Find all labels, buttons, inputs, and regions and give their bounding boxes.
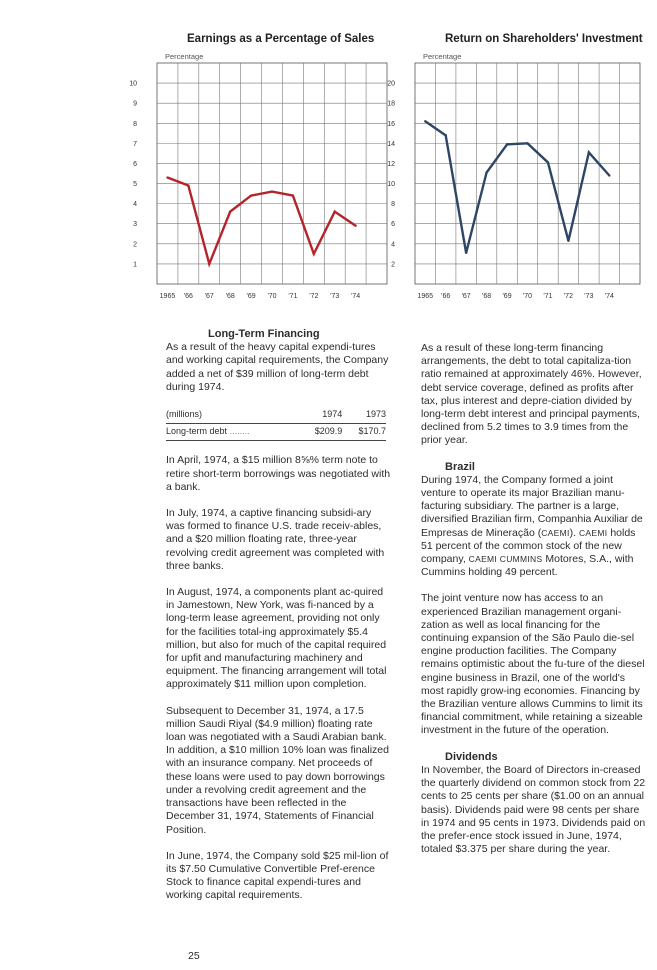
earnings-xtick-label: '71 [288, 293, 298, 300]
return-data-point [424, 120, 426, 122]
earnings-ytick-label: 4 [133, 201, 137, 209]
earnings-xtick-label: '66 [183, 293, 193, 300]
earnings-ytick-label: 5 [133, 181, 137, 189]
earnings-xtick-label: '67 [204, 293, 214, 300]
table-label-header: (millions) [166, 407, 299, 424]
return-xtick-label: '67 [461, 293, 471, 300]
left-paragraph-3: In July, 1974, a captive financing subsidi-ary was formed to finance U.S. trade receiv-ables, and a $20 million floating rate, three-year revolving credit agreement was completed with three banks. [166, 507, 385, 572]
table-1974-value: $209.9 [299, 424, 343, 441]
return-ytick-label: 14 [387, 140, 395, 148]
brazil-paragraph-2: The joint venture now has access to an experienced Brazilian management organi-zation as well as local financing for the continuing expansion of the São Paulo die-sel engine production facilities. The Company remains optimistic about the fu-ture of the diesel engine business in Brazil, one of the world's most rapidly grow-ing economies. Financing by the Brazilian venture allows Cummins to limit its financial commitment, while retaining a sizeable investment in the future of the operation. [421, 592, 645, 737]
return-ytick-label: 16 [387, 120, 395, 128]
earnings-xtick-label: '70 [267, 293, 277, 300]
left-column [166, 328, 391, 916]
return-ytick-label: 20 [387, 80, 395, 88]
right-column [421, 342, 649, 869]
earnings-xtick-label: 1965 [159, 293, 176, 300]
return-data-point [506, 143, 508, 145]
return-data-point [526, 142, 528, 144]
left-paragraph-2: In April, 1974, a $15 million 8⅝% term note to retire short-term borrowings was negotiated with a bank. [166, 454, 391, 493]
chart-1-title: Earnings as a Percentage of Sales [187, 33, 375, 45]
chart-2-ylabel: Percentage [423, 52, 462, 61]
long-term-financing-heading: Long-Term Financing [208, 328, 320, 340]
return-ytick-label: 18 [387, 100, 395, 108]
return-xtick-label: '69 [502, 293, 512, 300]
dividends-heading: Dividends [445, 750, 498, 763]
earnings-xtick-label: '73 [330, 293, 340, 300]
earnings-xtick-label: '72 [309, 293, 319, 300]
left-paragraph-1: As a result of the heavy capital expendi-tures and working capital requirements, the Company added a net of $39 million of long-term debt during 1974. [166, 341, 389, 393]
return-ytick-label: 12 [387, 160, 395, 168]
page-number: 25 [188, 950, 200, 962]
chart-1-ylabel: Percentage [165, 52, 204, 61]
left-paragraph-4: In August, 1974, a components plant ac-quired in Jamestown, New York, was fi-nanced by a long-term lease agreement, providing not only for the facilities total-ing approximately $5.4 million, but also for much of the capital required for upfit and manufacturing machinery and equipment. The financing arrangement will total approximately $11 million upon completion. [166, 586, 387, 691]
return-data-point [567, 240, 569, 242]
earnings-ytick-label: 2 [133, 241, 137, 249]
return-chart [0, 0, 657, 320]
table-row-label: Long-term debt ........ [166, 424, 299, 441]
earnings-ytick-label: 8 [133, 120, 137, 128]
return-xtick-label: '71 [543, 293, 553, 300]
return-data-point [608, 174, 610, 176]
earnings-ytick-label: 3 [133, 221, 137, 229]
earnings-ytick-label: 1 [133, 261, 137, 269]
return-data-point [485, 171, 487, 173]
earnings-ytick-label: 9 [133, 100, 137, 108]
right-paragraph-1: As a result of these long-term financing arrangements, the debt to total capitaliza-tion ratio remained at approximately 46%. However, debt service coverage, defined as profits after tax, plus interest and depre-ciation divided by long-term debt interest and principal payments, declined from 5.2 times to 3.9 times from the prior year. [421, 342, 642, 447]
earnings-xtick-label: '68 [225, 293, 235, 300]
long-term-debt-table [166, 407, 386, 441]
return-ytick-label: 6 [391, 221, 395, 229]
dividends-paragraph: In November, the Board of Directors in-creased the quarterly dividend on common stock from 22 cents to 25 cents per share ($1.00 on an annual basis). Dividends paid were 98 cents per share in 1974 and 95 cents in 1973. Dividends paid on the prefer-ence stock issued in June, 1974, totaled $3.375 per share during the year. [421, 763, 646, 856]
return-xtick-label: '70 [522, 293, 533, 300]
return-ytick-label: 4 [391, 241, 395, 249]
return-xtick-label: '74 [604, 293, 614, 300]
return-data-point [588, 151, 590, 153]
return-xtick-label: '72 [563, 293, 573, 300]
brazil-heading: Brazil [445, 460, 475, 473]
earnings-ytick-label: 6 [133, 160, 137, 168]
brazil-paragraph-1: During 1974, the Company formed a joint venture to operate its major Brazilian manu-facturing subsidiary. The partner is a large, diversified Brazilian firm, Companhia Auxiliar de Empresas de Mineração (CAEMI). CAEMI holds 51 percent of the common stock of the new company, CAEMI CUMMINS Motores, S.A., with Cummins holding 49 percent. [421, 473, 643, 579]
return-xtick-label: '66 [441, 293, 451, 300]
return-ytick-label: 10 [387, 181, 395, 189]
earnings-ytick-label: 7 [133, 140, 137, 148]
return-data-point [444, 134, 446, 136]
earnings-ytick-label: 10 [129, 80, 137, 88]
return-ytick-label: 8 [391, 201, 395, 209]
return-ytick-label: 2 [391, 261, 395, 269]
table-1973-value: $170.7 [342, 424, 386, 441]
return-xtick-label: '68 [482, 293, 492, 300]
left-paragraph-6: In June, 1974, the Company sold $25 mil-lion of its $7.50 Cumulative Convertible Pref-erence Stock to finance capital expendi-tures and working capital requirements. [166, 849, 389, 902]
return-xtick-label: '73 [584, 293, 594, 300]
table-1973-header: 1973 [342, 407, 386, 424]
earnings-xtick-label: '69 [246, 293, 256, 300]
chart-2-title: Return on Shareholders' Investment [445, 33, 643, 45]
return-data-point [547, 161, 549, 163]
earnings-xtick-label: '74 [351, 293, 361, 300]
left-paragraph-5: Subsequent to December 31, 1974, a 17.5 million Saudi Riyal ($4.9 million) floating rate loan was negotiated with a Saudi Arabian bank. In addition, a $10 million 10% loan was finalized with an insurance company. Net proceeds of these loans were used to pay down borrowings under a revolving credit agreement and the transactions have been reflected in the December 31, 1974, Statements of Financial Position. [166, 704, 389, 836]
return-data-point [465, 252, 467, 254]
return-xtick-label: 1965 [417, 293, 434, 300]
table-1974-header: 1974 [299, 407, 343, 424]
